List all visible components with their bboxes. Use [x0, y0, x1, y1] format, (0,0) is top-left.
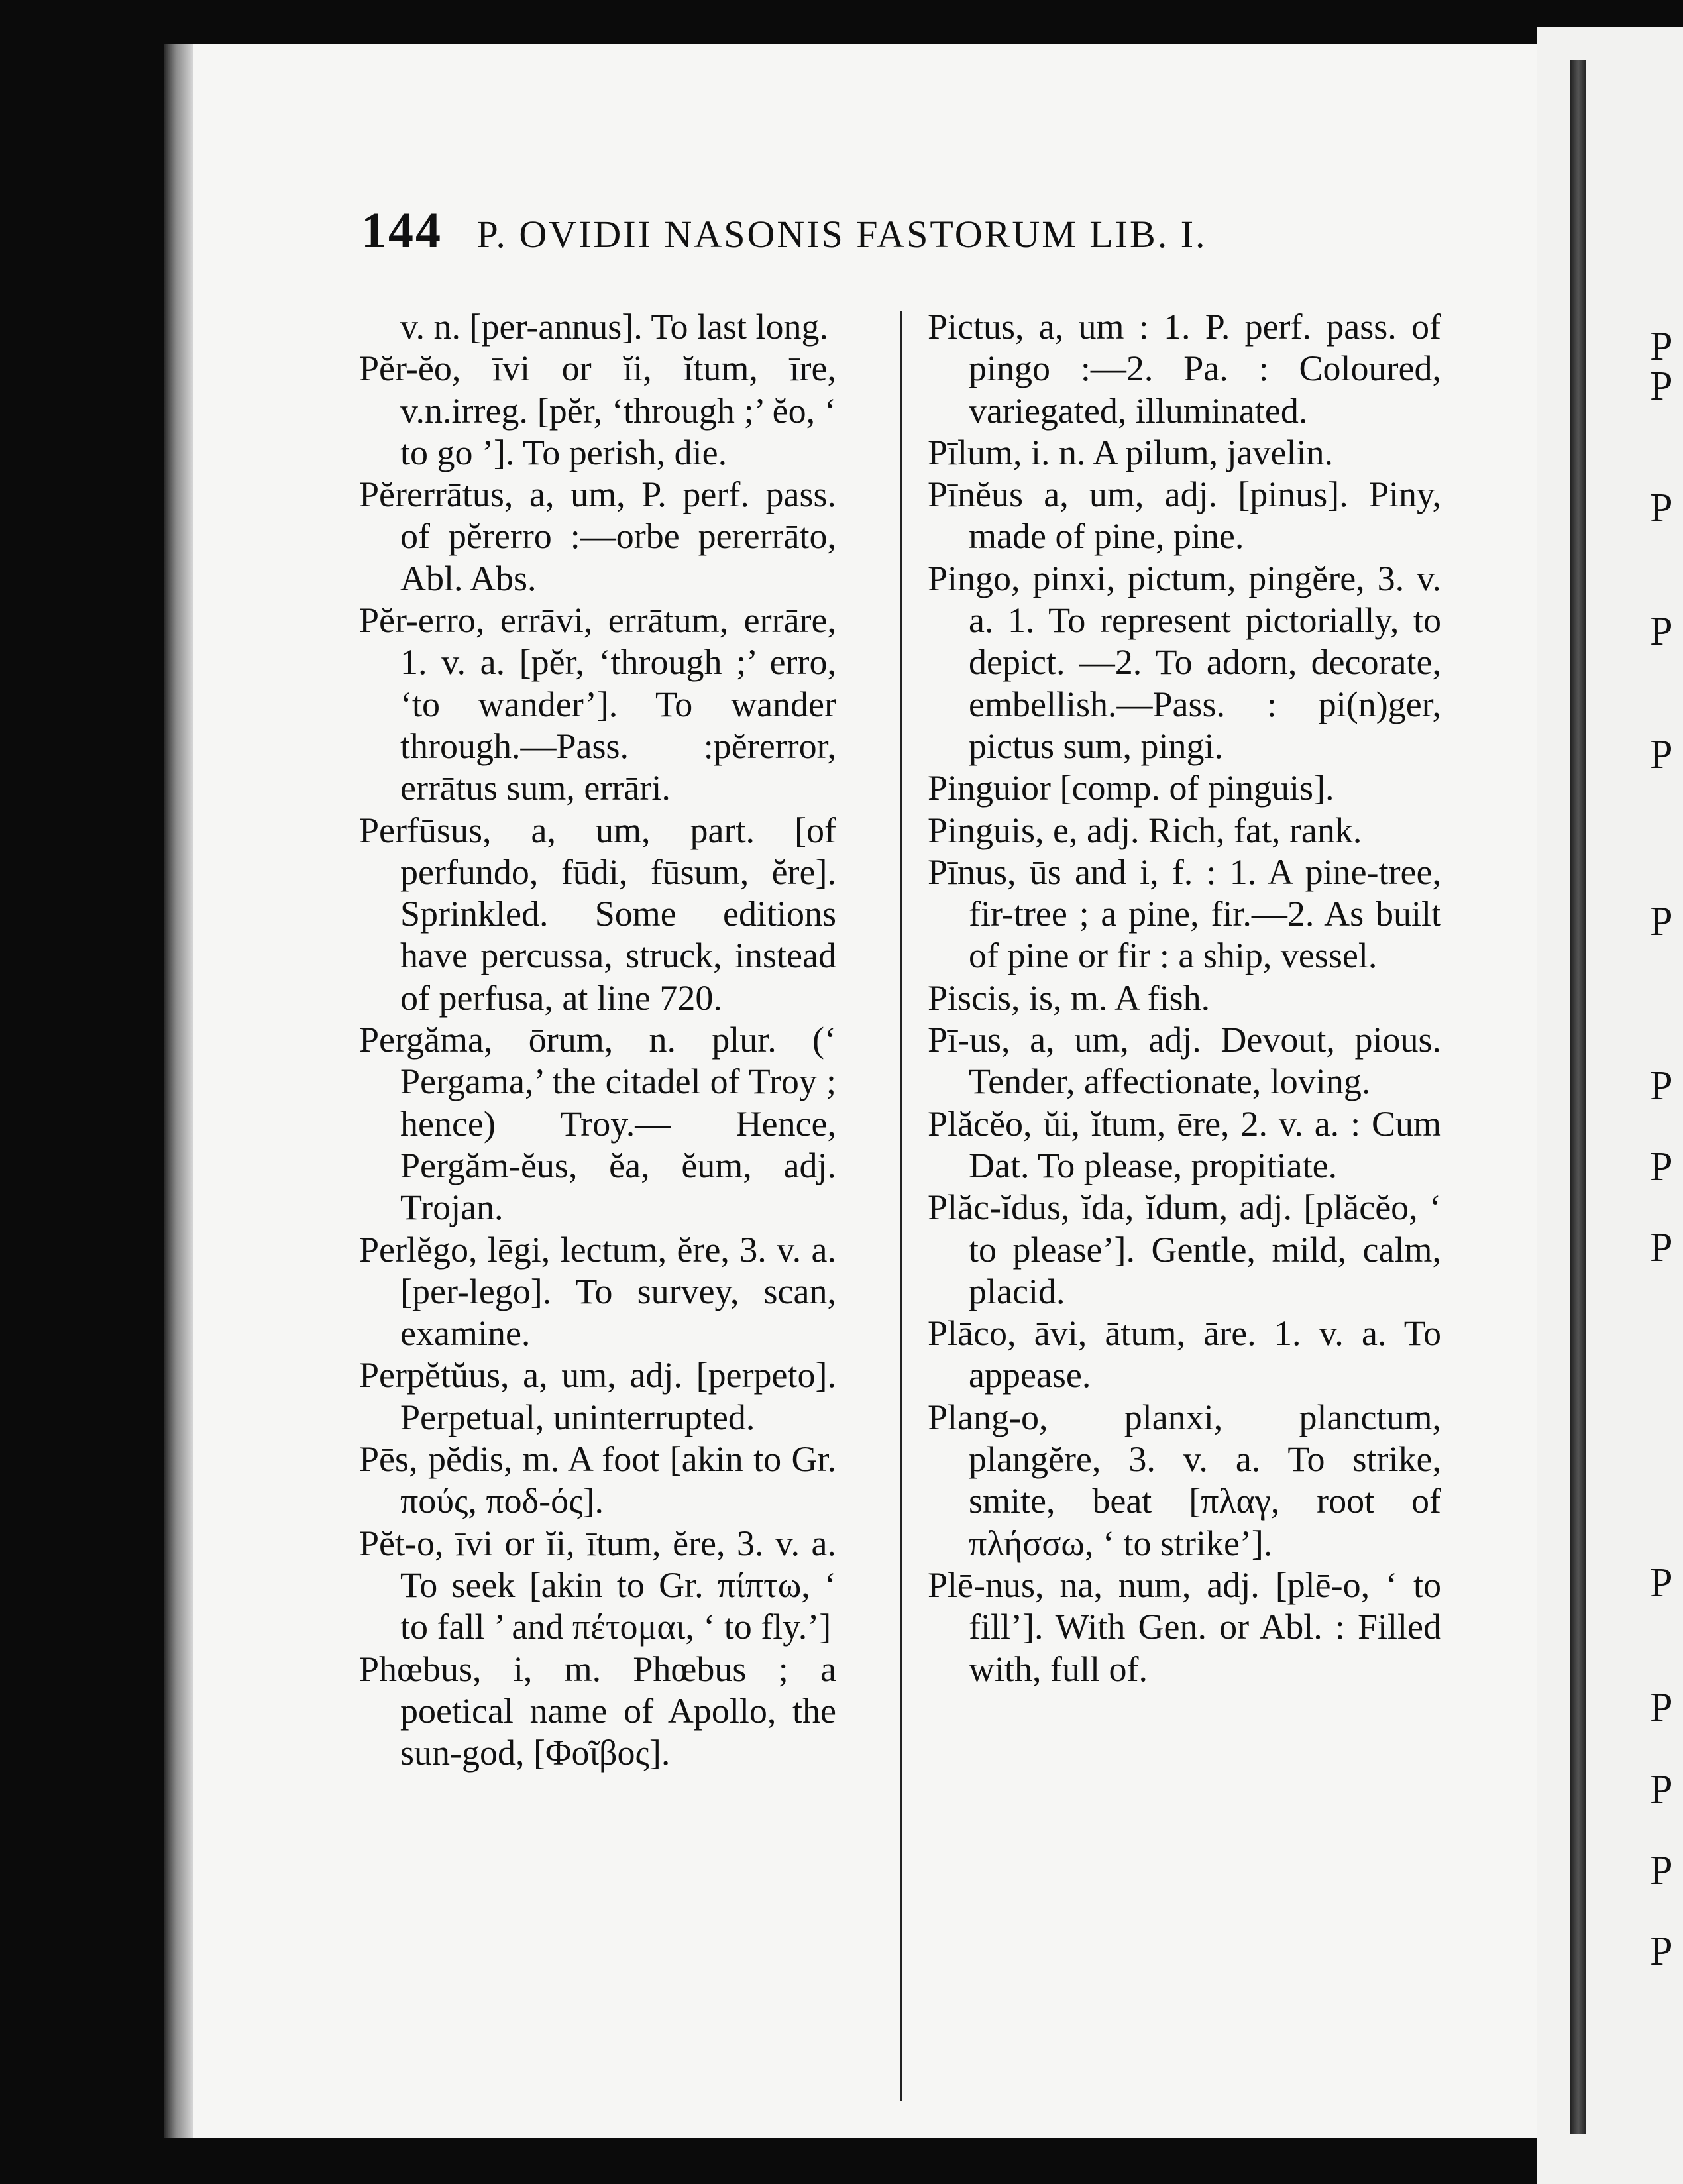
- dictionary-entry: Pergăma, ōrum, n. plur. (‘ Pergama,’ the citadel of Troy ; hence) Troy.— Hence, Pergăm-ĕus, ĕa, ĕum, adj. Trojan.: [359, 1020, 836, 1228]
- page-number: 144: [361, 203, 443, 258]
- facing-page-letter: P: [1650, 1929, 1673, 1974]
- right-column: [928, 306, 1441, 1690]
- dictionary-entry: Phœbus, i, m. Phœbus ; a poetical name of Apollo, the sun-god, [Φοῖβος].: [359, 1649, 836, 1773]
- facing-page-letter: P: [1650, 1848, 1673, 1893]
- dictionary-entry: Perlĕgo, lēgi, lectum, ĕre, 3. v. a. [per-lego]. To survey, scan, examine.: [359, 1229, 836, 1354]
- facing-page-letter: P: [1650, 1064, 1673, 1109]
- dictionary-entry: Piscis, is, m. A fish.: [928, 977, 1211, 1018]
- dictionary-entry: Perpĕtŭus, a, um, adj. [perpeto]. Perpetual, uninterrupted.: [359, 1355, 836, 1437]
- page-header: [361, 202, 1302, 260]
- facing-page-letter: P: [1650, 1560, 1673, 1606]
- dictionary-entry: Pīnĕus a, um, adj. [pinus]. Piny, made of pine, pine.: [928, 474, 1441, 557]
- dictionary-entry: Pīnus, ūs and i, f. : 1. A pine-tree, fir-tree ; a pine, fir.—2. As built of pine or fir : a ship, vessel.: [928, 851, 1441, 976]
- dictionary-entry: Pinguior [comp. of pinguis].: [928, 768, 1334, 808]
- dictionary-entry: Pīlum, i. n. A pilum, javelin.: [928, 432, 1334, 472]
- book-spine-shadow: [164, 44, 193, 2138]
- facing-page-letter: P: [1650, 324, 1673, 369]
- facing-page-letter: P: [1650, 1144, 1673, 1189]
- facing-page-letter: P: [1650, 732, 1673, 777]
- left-column: [359, 306, 836, 1774]
- dictionary-entry: Pinguis, e, adj. Rich, fat, rank.: [928, 810, 1362, 850]
- dictionary-entry: Pĕr-ĕo, īvi or ĭi, ĭtum, īre, v.n.irreg. [pĕr, ‘through ;’ ĕo, ‘ to go ’]. To perish, die.: [359, 349, 836, 472]
- dictionary-entry: Plāco, āvi, ātum, āre. 1. v. a. To appease.: [928, 1313, 1441, 1395]
- running-title: P. OVIDII NASONIS FASTORUM LIB. I.: [476, 213, 1207, 256]
- dictionary-entry: Plang-o, planxi, planctum, plangĕre, 3. v. a. To strike, smite, beat [πλαγ, root of πλήσσω, ‘ to strike’].: [928, 1397, 1441, 1563]
- facing-page-letter: P: [1650, 609, 1673, 654]
- facing-page-letter: P: [1650, 1225, 1673, 1270]
- dictionary-entry: Perfūsus, a, um, part. [of perfundo, fūdi, fūsum, ĕre]. Sprinkled. Some editions have percussa, struck, instead of perfusa, at line 720.: [359, 810, 836, 1018]
- dictionary-entry: Pĕrerrātus, a, um, P. perf. pass. of pĕrerro :—orbe pererrāto, Abl. Abs.: [359, 474, 836, 598]
- gutter-shadow: [1570, 60, 1586, 2134]
- facing-page-letter: P: [1650, 1767, 1673, 1812]
- column-divider: [900, 311, 902, 2101]
- dictionary-entry: Plē-nus, na, num, adj. [plē-o, ‘ to fill’]. With Gen. or Abl. : Filled with, full of.: [928, 1564, 1441, 1689]
- dictionary-entry: Pĕt-o, īvi or ĭi, ītum, ĕre, 3. v. a. To seek [akin to Gr. πίπτω, ‘ to fall ’ and πέτομαι, ‘ to fly.’]: [359, 1523, 836, 1647]
- facing-page-letter: P: [1650, 486, 1673, 531]
- dictionary-entry: v. n. [per-annus]. To last long.: [400, 307, 829, 347]
- dictionary-entry: Pĕr-erro, errāvi, errātum, errāre, 1. v. a. [pĕr, ‘through ;’ erro, ‘to wander’]. To wander through.—Pass. :pĕrerror, errātus sum, errāri.: [359, 600, 836, 808]
- facing-page-letter: P: [1650, 364, 1673, 409]
- facing-page-letter: P: [1650, 1685, 1673, 1730]
- dictionary-entry: Pēs, pĕdis, m. A foot [akin to Gr. πούς, ποδ-ός].: [359, 1439, 836, 1521]
- facing-page-letter: P: [1650, 899, 1673, 944]
- dictionary-entry: Pictus, a, um : 1. P. perf. pass. of pingo :—2. Pa. : Coloured, variegated, illuminated.: [928, 307, 1441, 431]
- dictionary-entry: Pingo, pinxi, pictum, pingĕre, 3. v. a. 1. To represent pictorially, to depict. —2. To adorn, decorate, embellish.—Pass. : pi(n)ger, pictus sum, pingi.: [928, 558, 1441, 766]
- dictionary-entry: Plăc-ĭdus, ĭda, ĭdum, adj. [plăcĕo, ‘ to please’]. Gentle, mild, calm, placid.: [928, 1187, 1441, 1311]
- dictionary-entry: Pī-us, a, um, adj. Devout, pious. Tender, affectionate, loving.: [928, 1020, 1441, 1102]
- dictionary-entry: Plăcĕo, ŭi, ĭtum, ēre, 2. v. a. : Cum Dat. To please, propitiate.: [928, 1103, 1441, 1185]
